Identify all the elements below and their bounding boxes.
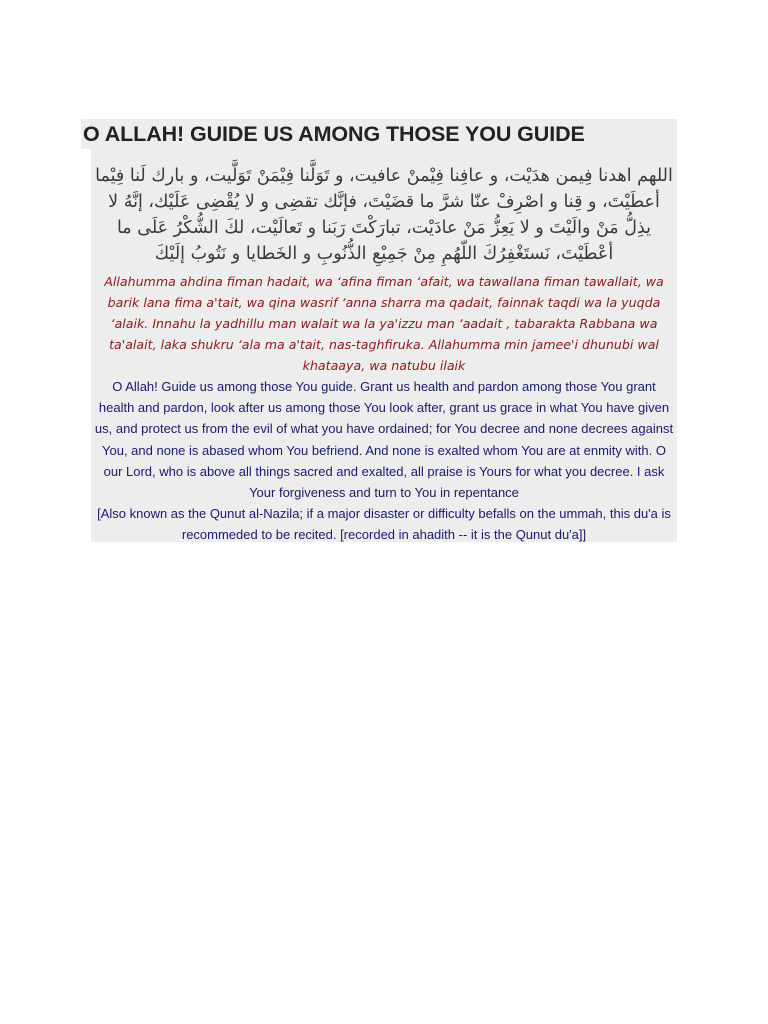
- translation-text: O Allah! Guide us among those You guide. Grant us health and pardon among those You grant health and pardon, look after us among those You look after, grant us grace in what You have given us, and protect us from the evil of what you have ordained; for You decree and none decrees against You, and none is abased whom You befriend. And none is exalted whom You are at enmity with. O our Lord, who is above all things sacred and exalted, all praise is Yours for what you decree. I ask Your forgiveness and turn to You in repentance: [94, 379, 674, 501]
- title-box: [81, 119, 677, 149]
- transliteration-text: Allahumma ahdina fiman hadait, wa ‘afina fiman ‘afait, wa tawallana fiman tawallait, wa barik lana fima a'tait, wa qina wasrif ‘anna sharra ma qadait, fainnak taqdi wa la yuqda ‘alaik. Innahu la yadhillu man walait wa la ya'izzu man ‘aadait , tabarakta Rabbana wa ta'alait, laka shukru ‘ala ma a'tait, nas-taghfiruka. Allahumma min jamee'i dhunubi wal khataaya, wa natubu ilaik: [104, 274, 664, 373]
- note-text: [Also known as the Qunut al-Nazila; if a major disaster or difficulty befalls on the ummah, this du'a is recommeded to be recited. [recorded in ahadith -- it is the Qunut du'a]]: [97, 506, 671, 543]
- dua-content-box: [91, 149, 677, 542]
- arabic-text: اللهم اهدنا فِيمن هدَيْت، و عافِنا فِيْمنْ عافيت، و تَوَلَّنا فِيْمَنْ تَوَلَّيت، و بارك لَنا فِيْما أعطَيْتَ، و قِنا و اصْرِفْ عنّا شرَّ ما قضَيْتَ، فإنَّك تقضِى و لا يُقْضِى عَلَيْك، إنَّهُ لا يذِلُّ مَنْ والَيْتَ و لا يَعِزُّ مَنْ عادَيْت، تبارَكْتَ رَبَنا و تَعالَيْت، لكَ الشُّكْرُ عَلَى ما أعْطَيْتَ، نَستَغْفِرُكَ اللّهُمِ مِنْ جَمِيْعِ الذُّنُوبِ و الخَطايا و نَتُوبُ إلَيْكَ: [95, 166, 673, 264]
- page-title: O ALLAH! GUIDE US AMONG THOSE YOU GUIDE: [83, 122, 585, 146]
